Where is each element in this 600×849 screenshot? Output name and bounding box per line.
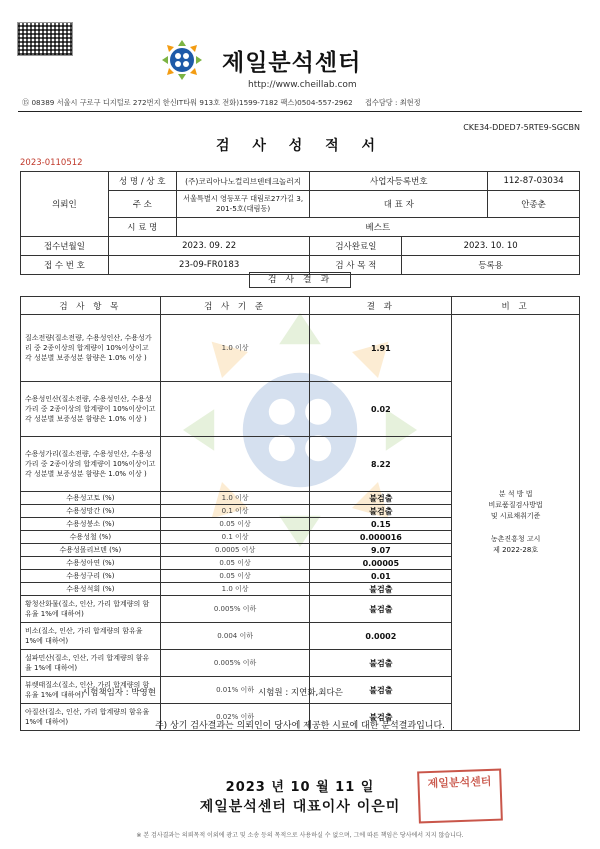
result-standard: 0.1 이상: [160, 505, 310, 518]
sample-value: 베스트: [176, 218, 579, 237]
result-standard: 1.0 이상: [160, 583, 310, 596]
client-label: 의뢰인: [21, 172, 109, 237]
result-value: 0.00005: [310, 557, 452, 570]
name-label: 성 명 / 상 호: [108, 172, 176, 191]
client-address: 서울특별시 영등포구 대림로27가길 3, 201-5호(대림동): [176, 191, 310, 218]
rep-value: 안종춘: [488, 191, 580, 218]
result-value: 8.22: [310, 437, 452, 492]
results-body: [21, 315, 580, 731]
result-value: 0.01: [310, 570, 452, 583]
col-header-item: 검 사 항 목: [21, 297, 161, 315]
purpose-value: 등록용: [402, 256, 580, 275]
note-line: 농촌진흥청 고시: [490, 534, 541, 543]
result-value: 불검출: [310, 596, 452, 623]
result-value: 0.000016: [310, 531, 452, 544]
purpose-label: 검 사 목 적: [310, 256, 402, 275]
address-text: ⑮ 08389 서울시 구로구 디지털로 272번지 한신IT타워 913호 전화)1599-7182 팩스)0504-557-2962: [22, 98, 353, 107]
recv-no-value: 23-09-FR0183: [108, 256, 310, 275]
result-value: 불검출: [310, 492, 452, 505]
result-item: 황청산화물(질소, 인산, 가리 합계량의 함유율 1%에 대하여): [21, 596, 161, 623]
result-value: 0.15: [310, 518, 452, 531]
recv-date-label: 접수년월일: [21, 237, 109, 256]
result-standard: 0.1 이상: [160, 531, 310, 544]
company-address: [22, 98, 421, 108]
responsible-tester: 시험책임자 : 박영현: [82, 688, 156, 698]
result-item: 수용성망간 (%): [21, 505, 161, 518]
result-standard: 0.02% 이하: [160, 704, 310, 731]
client-name: (주)코리아나노컬리브덴테크놀러지: [176, 172, 310, 191]
report-number: 2023-0110512: [20, 158, 83, 168]
result-item: 질소전량(질소전량, 수용성인산, 수용성가리 중 2종이상의 합계량이 10%이상이고 각 성분별 보증성분 함량은 1.0% 이상 ): [21, 315, 161, 382]
result-item: 수용성고토 (%): [21, 492, 161, 505]
disclaimer: 주) 상기 검사결과는 의뢰인이 당사에 제공한 시료에 대한 분석결과입니다.: [154, 721, 446, 731]
result-standard: 0.005% 이하: [160, 596, 310, 623]
company-url: http://www.cheillab.com: [248, 80, 357, 90]
reception-manager: 접수담당 : 최현정: [364, 98, 421, 107]
note-line: 및 시료채취기준: [490, 512, 541, 521]
result-value: 불검출: [310, 583, 452, 596]
result-standard: 0.0005 이상: [160, 544, 310, 557]
results-table: [20, 296, 580, 731]
bizno-value: 112-87-03034: [488, 172, 580, 191]
recv-no-label: 접 수 번 호: [21, 256, 109, 275]
result-value: 불검출: [310, 505, 452, 518]
result-item: 수용성가리(질소전량, 수용성인산, 수용성가리 중 2종이상의 합계량이 10%이상이고 각 성분별 보증성분 함량은 1.0% 이상 ): [21, 437, 161, 492]
result-standard: 1.0 이상: [160, 492, 310, 505]
result-item: 수용성몰리브덴 (%): [21, 544, 161, 557]
result-standard: 0.05 이상: [160, 518, 310, 531]
header-divider: [18, 111, 582, 112]
result-standard: [160, 382, 310, 437]
sample-label: 시 료 명: [108, 218, 176, 237]
table-row: [21, 315, 580, 382]
result-value: 불검출: [310, 704, 452, 731]
result-item: 수용성인산(질소전량, 수용성인산, 수용성가리 중 2종이상의 합계량이 10%이상이고 각 성분별 보증성분 함량은 1.0% 이상 ): [21, 382, 161, 437]
result-value: 0.02: [310, 382, 452, 437]
result-item: 뷰렛태질소(질소, 인산, 가리 합계량의 함유율 1%에 대하여): [21, 677, 161, 704]
result-standard: 0.05 이상: [160, 570, 310, 583]
issue-date: 2023 년 10 월 11 일: [225, 780, 375, 795]
company-seal: [417, 769, 503, 824]
done-date-label: 검사완료일: [310, 237, 402, 256]
client-info-table: [20, 171, 580, 275]
result-standard: [160, 437, 310, 492]
result-standard: 0.005% 이하: [160, 650, 310, 677]
col-header-note: 비 고: [452, 297, 580, 315]
result-value: 0.0002: [310, 623, 452, 650]
result-item: 아질산(질소, 인산, 가리 합계량의 함유율 1%에 대하여): [21, 704, 161, 731]
result-standard: 0.05 이상: [160, 557, 310, 570]
testers: 시험원 : 지연화,최다은: [258, 688, 343, 698]
results-section-title: 검 사 결 과: [249, 272, 351, 288]
col-header-standard: 검 사 기 준: [160, 297, 310, 315]
document-title: 검 사 성 적 서: [215, 138, 385, 154]
recv-date-value: 2023. 09. 22: [108, 237, 310, 256]
result-value: 불검출: [310, 677, 452, 704]
result-item: 수용성구리 (%): [21, 570, 161, 583]
result-item: 수용성아연 (%): [21, 557, 161, 570]
result-standard: 1.0 이상: [160, 315, 310, 382]
result-standard: 0.004 이하: [160, 623, 310, 650]
rep-label: 대 표 자: [310, 191, 488, 218]
company-name: 제일분석센터: [222, 50, 362, 76]
done-date-value: 2023. 10. 10: [402, 237, 580, 256]
document-id: CKE34-DDED7-5RTE9-SGCBN: [463, 123, 580, 132]
result-standard: 0.01% 이하: [160, 677, 310, 704]
note-line: 제 2022-28호: [493, 545, 539, 554]
note-line: 비료품질검사방법: [488, 501, 543, 510]
result-item: 수용성석회 (%): [21, 583, 161, 596]
result-value: 9.07: [310, 544, 452, 557]
qr-code: [17, 22, 73, 56]
company-logo-icon: [160, 38, 204, 82]
result-item: 비소(질소, 인산, 가리 합계량의 함유율 1%에 대하여): [21, 623, 161, 650]
note-line: 분 석 방 법: [498, 489, 533, 498]
result-item: 설파민산(질소, 인산, 가리 합계량의 함유율 1%에 대하여): [21, 650, 161, 677]
result-value: 불검출: [310, 650, 452, 677]
footer-note: ※ 본 검사결과는 의뢰목적 이외에 광고 및 소송 등의 목적으로 사용하실 수 없으며, 그에 따른 책임은 당사에서 지지 않습니다.: [136, 832, 464, 839]
col-header-result: 결 과: [310, 297, 452, 315]
bizno-label: 사업자등록번호: [310, 172, 488, 191]
ceo-signature-line: 제일분석센터 대표이사 이은미: [199, 799, 401, 815]
address-label: 주 소: [108, 191, 176, 218]
seal-text: 제일분석센터: [427, 774, 492, 791]
result-item: 수용성붕소 (%): [21, 518, 161, 531]
result-value: 1.91: [310, 315, 452, 382]
result-item: 수용성철 (%): [21, 531, 161, 544]
analysis-method-note: [452, 315, 580, 731]
